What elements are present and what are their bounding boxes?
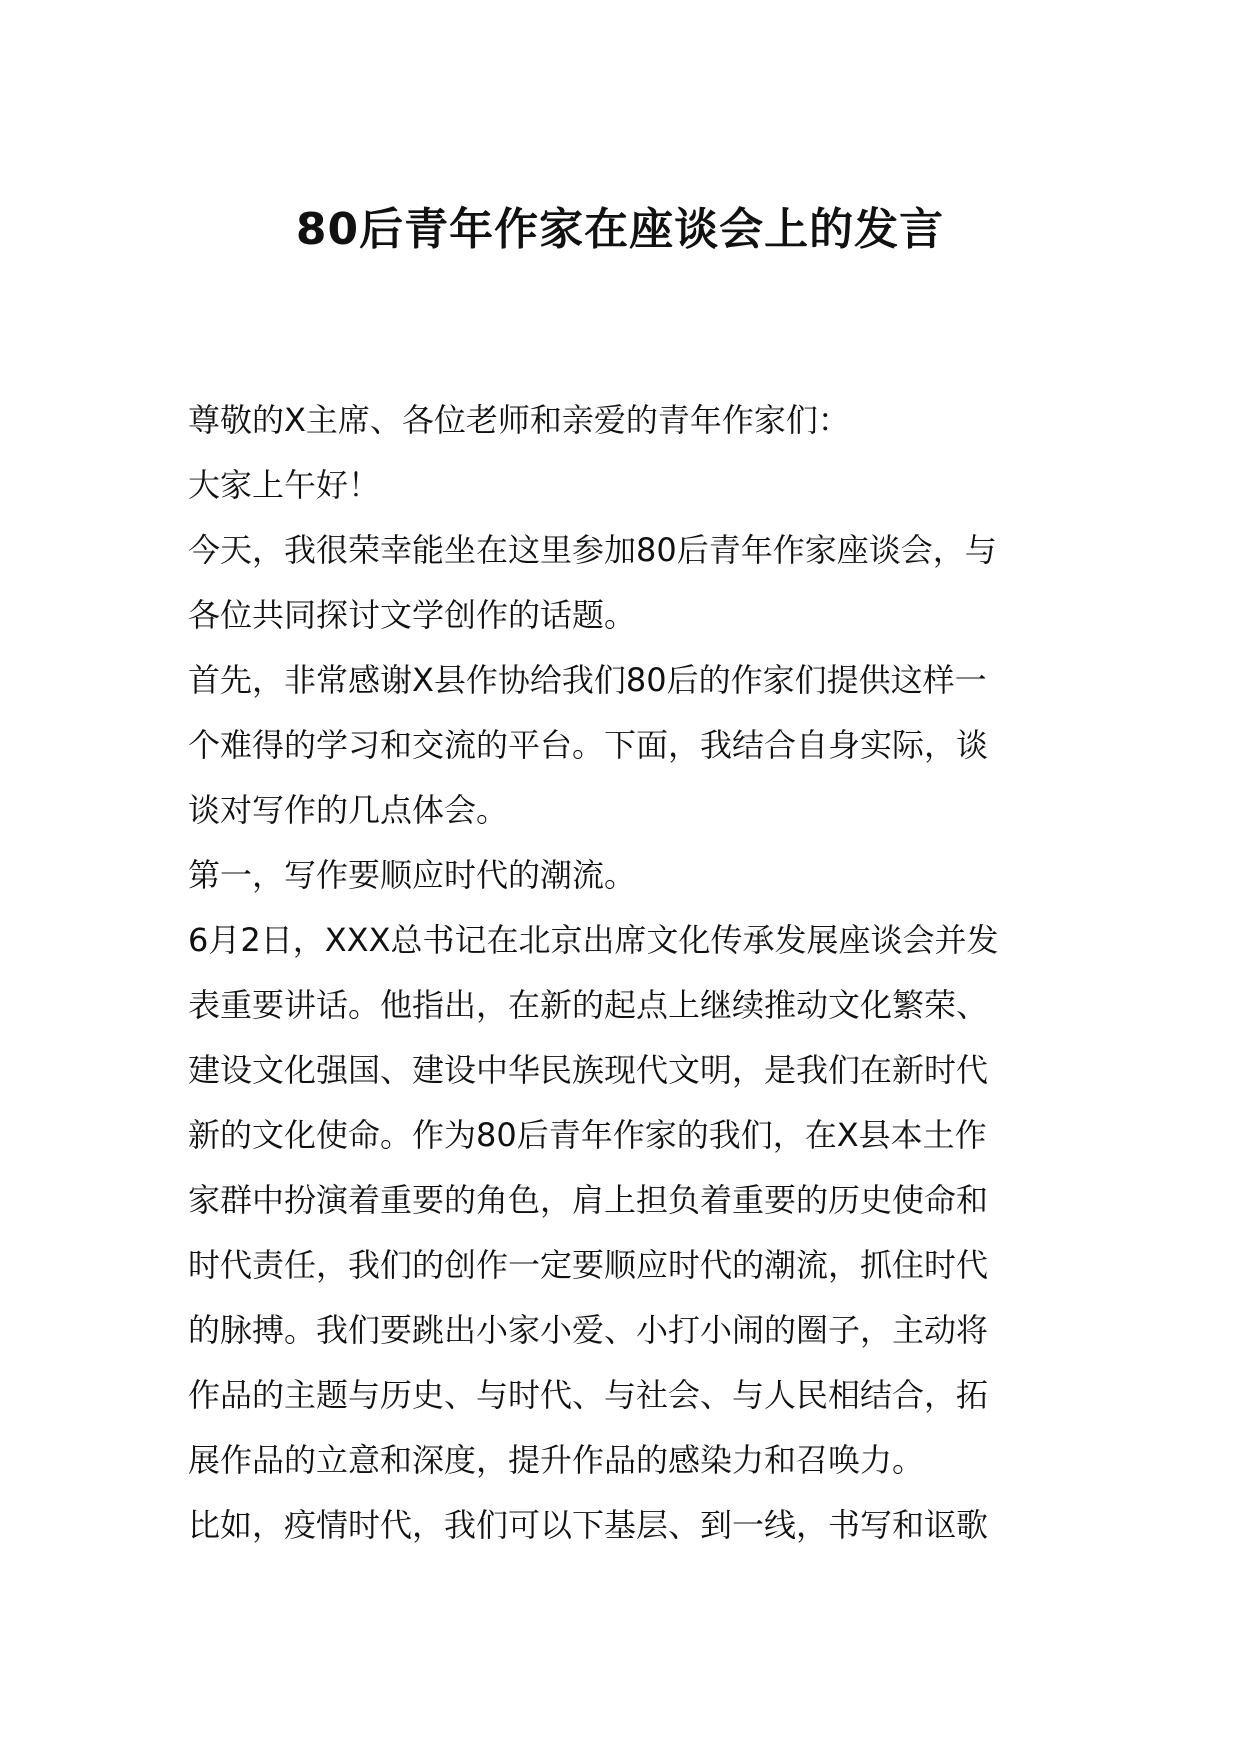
text-line: 个难得的学习和交流的平台。下面，我结合自身实际，谈	[188, 726, 989, 764]
text-line: 大家上午好！	[188, 466, 381, 504]
text-line: 的脉搏。我们要跳出小家小爱、小打小闹的圈子，主动将	[188, 1311, 989, 1349]
document-title: 80后青年作家在座谈会上的发言	[295, 204, 945, 255]
text-line: 尊敬的X主席、各位老师和亲爱的青年作家们：	[188, 401, 850, 439]
text-line: 建设文化强国、建设中华民族现代文明，是我们在新时代	[188, 1051, 989, 1089]
text-line: 谈对写作的几点体会。	[188, 791, 509, 829]
document-body	[188, 388, 1068, 1558]
text-line: 比如，疫情时代，我们可以下基层、到一线，书写和讴歌	[188, 1506, 989, 1544]
text-line: 表重要讲话。他指出，在新的起点上继续推动文化繁荣、	[188, 986, 989, 1024]
text-line: 展作品的立意和深度，提升作品的感染力和召唤力。	[188, 1441, 925, 1479]
text-line: 首先，非常感谢X县作协给我们80后的作家们提供这样一	[188, 661, 987, 699]
text-line: 各位共同探讨文学创作的话题。	[188, 596, 637, 634]
text-line: 6月2日，XXX总书记在北京出席文化传承发展座谈会并发	[188, 921, 999, 959]
text-line: 家群中扮演着重要的角色，肩上担负着重要的历史使命和	[188, 1181, 989, 1219]
text-line: 新的文化使命。作为80后青年作家的我们，在X县本土作	[188, 1116, 987, 1154]
text-line: 第一，写作要顺应时代的潮流。	[188, 856, 637, 894]
text-line: 作品的主题与历史、与时代、与社会、与人民相结合，拓	[188, 1376, 989, 1414]
text-line: 时代责任，我们的创作一定要顺应时代的潮流，抓住时代	[188, 1246, 989, 1284]
text-line: 今天，我很荣幸能坐在这里参加80后青年作家座谈会，与	[188, 531, 997, 569]
